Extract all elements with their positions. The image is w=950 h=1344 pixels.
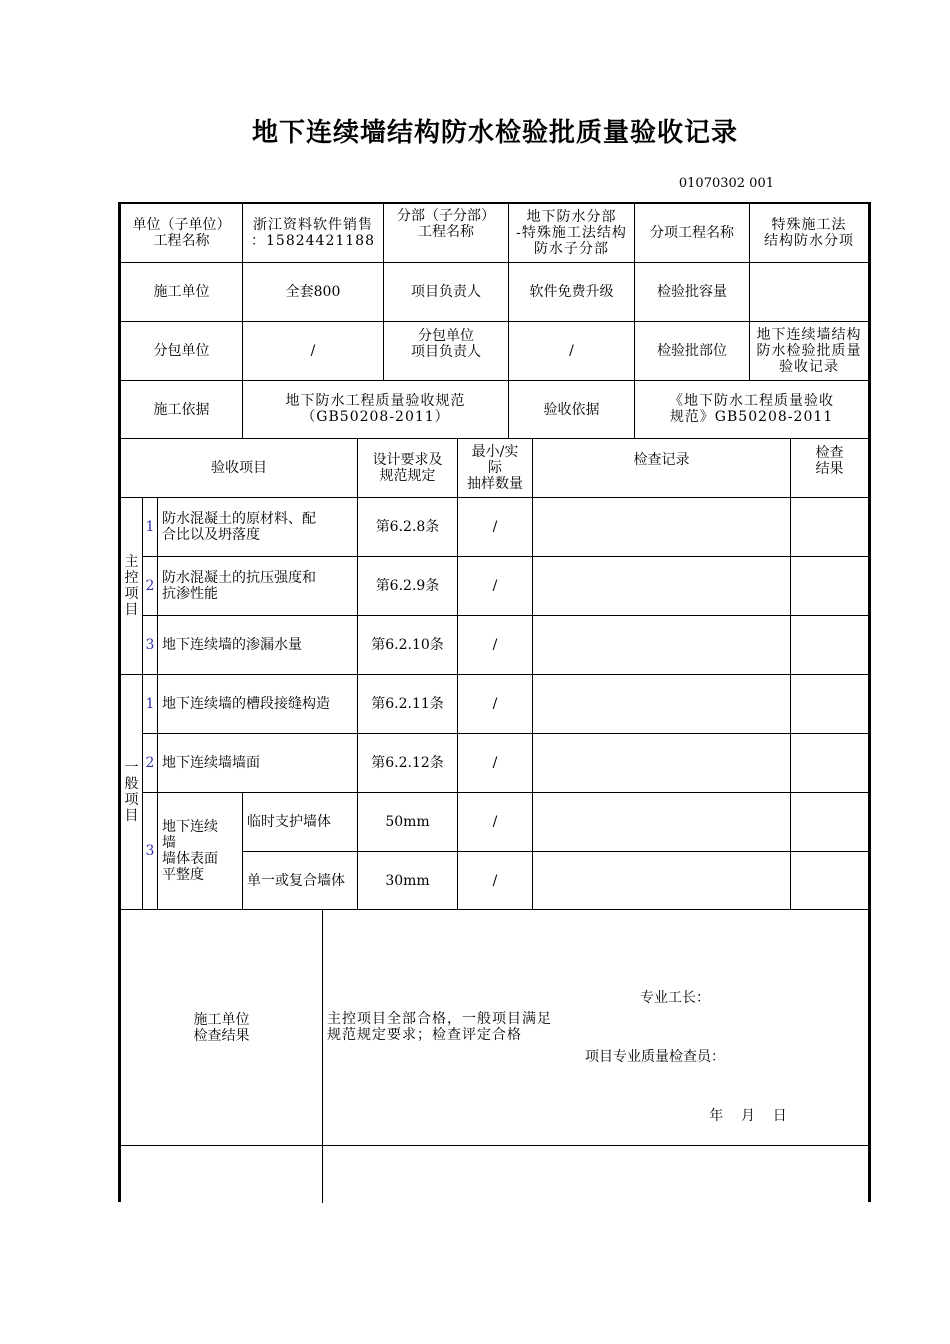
col-header-result: 检查 结果 [815, 445, 844, 477]
col-line [322, 909, 323, 1203]
general-item-spec: 第6.2.11条 [371, 696, 444, 712]
part-value: 地下连续墙结构 防水检验批质量 验收记录 [756, 327, 862, 375]
general-group-label: 一 般 项 目 [124, 760, 139, 824]
main-item-sample: / [492, 578, 498, 594]
sub-pm-label: 分包单位 项目负责人 [411, 328, 481, 360]
capacity-label: 检验批容量 [657, 284, 727, 300]
general-item-name: 地下连续墙的槽段接缝构造 [162, 696, 330, 712]
general-item-num: 2 [145, 755, 155, 771]
main-item-name: 防水混凝土的抗压强度和 抗渗性能 [162, 570, 316, 602]
sub-pm-value: / [569, 343, 574, 359]
foreman-label: 专业工长： [640, 990, 710, 1006]
document-title: 地下连续墙结构防水检验批质量验收记录 [251, 118, 738, 148]
col-line [532, 438, 533, 909]
general-item-name: 地下连续墙墙面 [162, 755, 260, 771]
subitem-value: 特殊施工法 结构防水分项 [764, 217, 854, 249]
division-value: 地下防水分部 -特殊施工法结构 防水子分部 [516, 209, 627, 257]
flatness-subitem-sample: / [492, 872, 498, 889]
subitem-label: 分项工程名称 [650, 225, 734, 241]
row-line [120, 1145, 869, 1146]
main-group-label: 主 控 项 目 [124, 554, 139, 618]
general-item-sample: / [492, 755, 498, 771]
unit-label: 单位（子单位） 工程名称 [132, 217, 231, 249]
col-header-item: 验收项目 [211, 460, 267, 476]
flatness-subitem-spec: 30mm [385, 872, 430, 889]
flatness-subitem-spec: 50mm [385, 814, 430, 830]
unit-value: 浙江资料软件销售 ：15824421188 [251, 217, 375, 249]
accept-value: 《地下防水工程质量验收 规范》GB50208-2011 [669, 393, 834, 425]
flatness-subitem-name: 单一或复合墙体 [247, 872, 345, 889]
main-item-spec: 第6.2.8条 [375, 519, 440, 535]
sub-value: / [310, 343, 316, 359]
main-item-sample: / [492, 519, 498, 535]
inspection-label: 施工单位 检查结果 [193, 1011, 250, 1044]
document-code: 01070302 001 [678, 176, 774, 191]
contractor-label: 施工单位 [153, 284, 210, 300]
main-item-num: 2 [145, 578, 155, 594]
col-header-sample: 最小/实 际 抽样数量 [467, 444, 523, 492]
flatness-subitem-sample: / [492, 814, 498, 830]
main-item-name: 地下连续墙的渗漏水量 [162, 637, 302, 653]
general-item-num: 1 [145, 696, 155, 712]
main-item-spec: 第6.2.10条 [371, 637, 444, 653]
flatness-num: 3 [145, 843, 155, 859]
inspector-label: 项目专业质量检查员： [585, 1049, 725, 1065]
division-label: 分部（子分部） 工程名称 [397, 208, 495, 240]
pm-label: 项目负责人 [411, 284, 481, 300]
signature-date: 年 月 日 [709, 1108, 787, 1124]
general-item-spec: 第6.2.12条 [371, 755, 444, 771]
main-item-sample: / [492, 637, 498, 653]
accept-label: 验收依据 [543, 401, 600, 418]
sub-label: 分包单位 [153, 343, 210, 359]
capacity-value [750, 263, 868, 321]
basis-label: 施工依据 [153, 401, 210, 418]
part-label: 检验批部位 [657, 343, 727, 359]
main-item-num: 1 [145, 519, 155, 535]
flatness-subitem-name: 临时支护墙体 [247, 814, 331, 830]
col-line [790, 438, 791, 909]
main-item-spec: 第6.2.9条 [375, 578, 440, 594]
pm-value: 软件免费升级 [529, 284, 614, 300]
main-item-name: 防水混凝土的原材料、配 合比以及坍落度 [162, 511, 316, 543]
frame-right [868, 202, 871, 1202]
general-item-sample: / [492, 696, 498, 712]
col-header-record: 检查记录 [633, 452, 690, 468]
col-header-spec: 设计要求及 规范规定 [372, 452, 443, 484]
inspection-conclusion: 主控项目全部合格，一般项目满足 规范规定要求；检查评定合格 [327, 1011, 552, 1043]
basis-value: 地下防水工程质量验收规范 （GB50208-2011） [285, 393, 466, 425]
main-item-num: 3 [145, 637, 155, 653]
contractor-value: 全套800 [285, 284, 341, 300]
flatness-name: 地下连续 墙 墙体表面 平整度 [162, 819, 218, 883]
